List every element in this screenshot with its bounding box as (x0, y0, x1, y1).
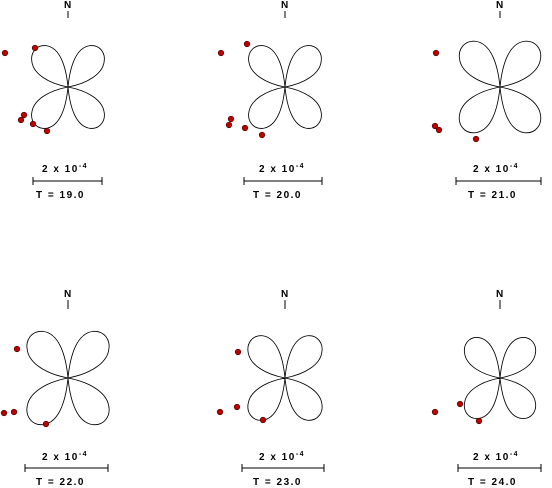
lobe-nw (464, 337, 500, 378)
red-dot (43, 421, 49, 427)
lobe-nw (32, 46, 68, 87)
north-label: N (496, 289, 504, 300)
four-lobe-curve (459, 41, 540, 133)
four-lobe-curve (249, 46, 322, 129)
lobe-nw (248, 336, 285, 378)
lobe-ne (500, 41, 541, 87)
lobe-ne (68, 46, 104, 87)
lobe-se (68, 378, 109, 425)
red-dot (259, 132, 265, 138)
lobe-ne (285, 336, 322, 378)
four-lobe-curve (464, 337, 535, 418)
scale-bar (458, 464, 541, 472)
scale-bar (242, 464, 324, 472)
lobe-se (500, 378, 536, 419)
lobe-se (285, 87, 321, 128)
red-dot (2, 50, 8, 56)
scale-label: 2 x $10^{-4}$ (259, 451, 306, 463)
red-dot (235, 349, 241, 355)
scale-label: 2 x $10^{-4}$ (42, 451, 89, 463)
red-dot (228, 116, 234, 122)
four-lobe-curve (32, 46, 105, 129)
north-label: N (64, 0, 72, 11)
panel-6 (432, 289, 541, 488)
red-dot (14, 346, 20, 352)
red-dot (260, 417, 266, 423)
red-dot (21, 112, 27, 118)
time-label: T = 20.0 (253, 190, 302, 201)
lobe-ne (285, 46, 321, 87)
lobe-sw (464, 378, 500, 419)
lobe-ne (500, 337, 536, 378)
scale-bar (25, 464, 108, 472)
lobe-sw (459, 87, 500, 133)
lobe-sw (249, 87, 285, 128)
scale-bar (244, 177, 322, 185)
red-dot (30, 121, 36, 127)
lobe-se (500, 87, 541, 133)
lobe-sw (32, 87, 68, 128)
four-lobe-curve (248, 336, 322, 421)
time-label: T = 23.0 (253, 477, 302, 488)
red-dot (44, 128, 50, 134)
red-dot (242, 125, 248, 131)
lobe-se (285, 378, 322, 420)
four-lobe-curve (27, 331, 109, 424)
panel-3 (432, 0, 541, 201)
red-dot (476, 418, 482, 424)
lobe-se (68, 87, 104, 128)
scale-label: 2 x $10^{-4}$ (473, 451, 520, 463)
red-dot (244, 41, 250, 47)
time-label: T = 21.0 (468, 190, 517, 201)
red-dot (436, 127, 442, 133)
time-label: T = 22.0 (36, 477, 85, 488)
red-dot (433, 50, 439, 56)
north-label: N (281, 289, 289, 300)
red-dot (218, 50, 224, 56)
panel-5 (217, 289, 324, 488)
scale-label: 2 x $10^{-4}$ (259, 163, 306, 175)
scale-bar (456, 177, 541, 185)
red-dot (473, 136, 479, 142)
red-dot (234, 404, 240, 410)
lobe-sw (27, 378, 68, 425)
lobe-nw (27, 331, 68, 378)
panel-2 (218, 0, 322, 201)
lobe-nw (249, 46, 285, 87)
scale-label: 2 x $10^{-4}$ (473, 163, 520, 175)
lobe-sw (248, 378, 285, 420)
panel-4 (1, 289, 109, 488)
north-label: N (496, 0, 504, 11)
red-dot (18, 117, 24, 123)
red-dot (226, 122, 232, 128)
scale-label: 2 x $10^{-4}$ (42, 163, 89, 175)
red-dot (457, 401, 463, 407)
north-label: N (281, 0, 289, 11)
time-label: T = 24.0 (468, 477, 517, 488)
lobe-nw (459, 41, 500, 87)
red-dot (1, 410, 7, 416)
lobe-ne (68, 331, 109, 378)
time-label: T = 19.0 (36, 190, 85, 201)
red-dot (217, 409, 223, 415)
red-dot (11, 409, 17, 415)
panel-1 (2, 0, 104, 201)
red-dot (32, 45, 38, 51)
red-dot (432, 409, 438, 415)
north-label: N (64, 289, 72, 300)
scale-bar (33, 177, 102, 185)
